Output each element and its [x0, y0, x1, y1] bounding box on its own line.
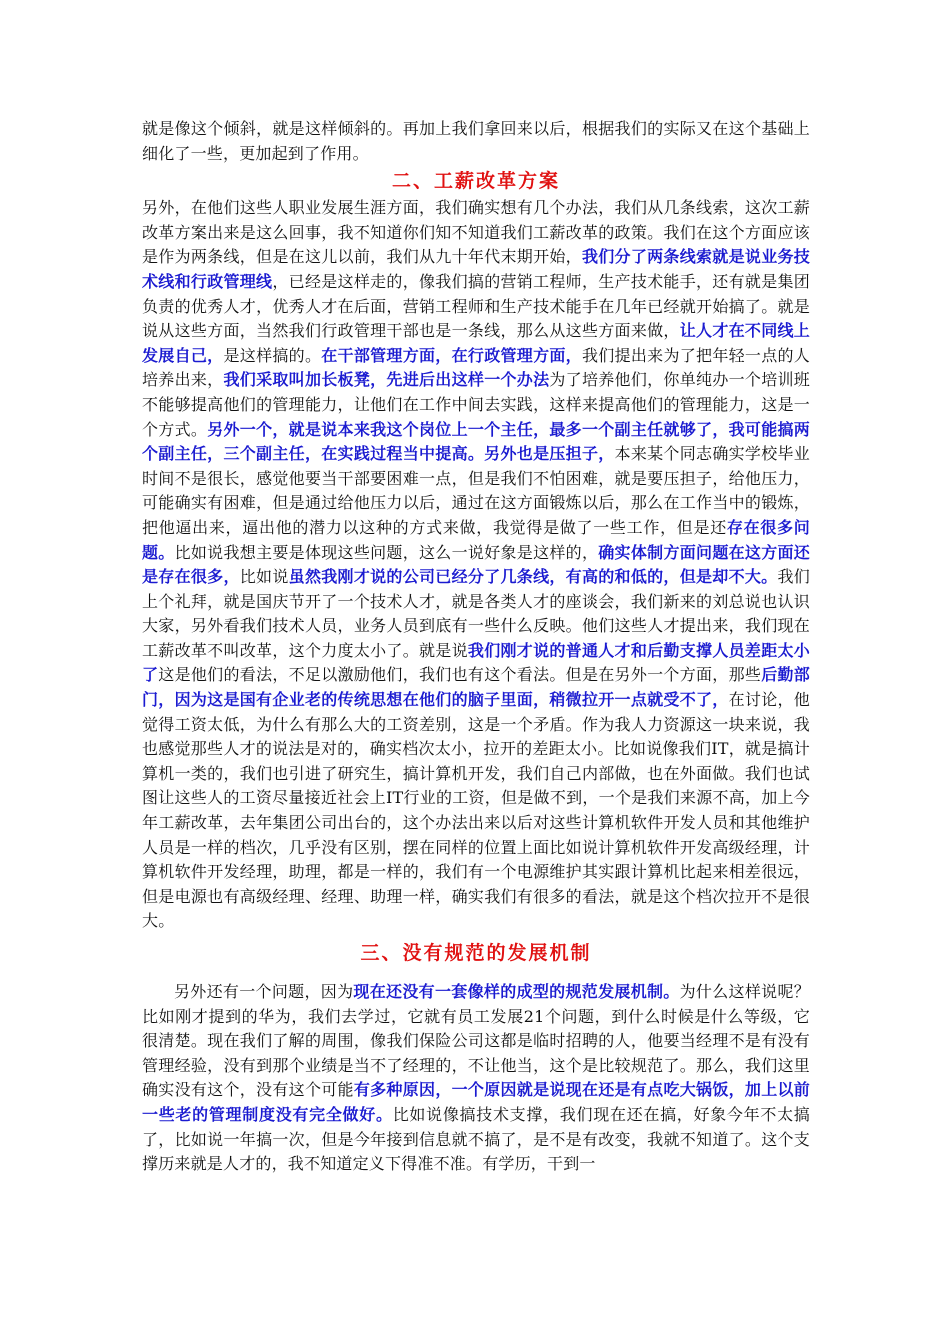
emphasis-segment: 确实体制方面问题在这方面还是存在很多， — [142, 542, 811, 587]
text-segment: 是这样搞的。 — [223, 345, 322, 365]
text-segment: 比如说 — [239, 567, 289, 587]
section-2-heading: 二、工薪改革方案 — [391, 170, 560, 193]
text-segment: 这是他们的看法，不足以激励他们，我们也有这个看法。但是在另外一个方面，那些 — [158, 665, 762, 685]
text-segment: 在讨论，他觉得工资太低，为什么有那么大的工资差别，这是一个矛盾。作为我人力资源这一块来说，我也感觉那些人才的说法是对的，确实档次太小，拉开的差距太小。比如说像我们IT，就是搞计算机一类的，我们也引进了研究生，搞计算机开发，我们自己内部做，也在外面做。我们也试图让这些人的工资尽量接近社会上IT行业的工资，但是做不到，一个是我们来源不高，加上今年工薪改革，去年集团公司出台的，这个办法出来以后对这些计算机软件开发人员和其他维护人员是一样的档次，几乎没有区别，摆在同样的位置上面比如说计算机软件开发高级经理，计算机软件开发经理，助理，都是一样的，我们有一个电源维护其实跟计算机比起来相差很远，但是电源也有高级经理、经理、助理一样，确实我们有很多的看法，就是这个档次拉开不是很大。 — [142, 690, 810, 931]
text-segment: 为什么这样说呢？比如刚才提到的华为，我们去学过，它就有员工发展21个问题，到什么时候是什么等级，它很清楚。现在我们了解的周围，像我们保险公司这都是临时招聘的人，他要当经理不是有没有管理经验，没有到那个业绩是当不了经理的，不让他当，这个是比较规范了。那么，我们这里确实没有这个，没有这个可能 — [142, 982, 810, 1100]
section-3-paragraph — [142, 980, 810, 1177]
emphasis-segment: 后勤部门，因为这是国有企业老的传统思想在他们的脑子里面，稍微拉开一点就受不了， — [142, 665, 810, 710]
text-segment: 比如说我想主要是体现这些问题，这么一说好象是这样的， — [174, 542, 599, 562]
emphasis-segment: 我们分了两条线索就是说业务技术线和行政管理线 — [142, 247, 810, 291]
text-segment: 本来某个同志确实学校毕业时间不是很长，感觉他要当干部要困难一点，但是我们不怕困难，就是要压担子，给他压力，可能确实有困难，但是通过给他压力以后，通过在这方面锻炼以后，那么在工作当中的锻炼，把他逼出来，逼出他的潜力以这种的方式来做，我觉得是做了一些工作，但是还 — [142, 444, 810, 537]
text-segment: 我们上个礼拜，就是国庆节开了一个技术人才，就是各类人才的座谈会，我们新来的刘总说也认识大家，另外看我们技术人员，业务人员到底有一些什么反映。他们这些人才提出来，我们现在工薪改革不叫改革，这个力度太小了。就是说 — [142, 567, 810, 660]
section-2-paragraph — [142, 196, 810, 934]
text-segment: 另外，在他们这些人职业发展生涯方面，我们确实想有几个办法，我们从几条线索，这次工薪改革方案出来是这么回事，我不知道你们知不知道我们工薪改革的政策。我们在这个方面应该是作为两条线，但是在这儿以前，我们从九十年代末期开始， — [142, 198, 810, 267]
emphasis-segment: 存在很多问题。 — [142, 517, 810, 562]
text-segment: 为了培养他们，你单纯办一个培训班不能够提高他们的管理能力，让他们在工作中间去实践，这样来提高他们的管理能力，这是一个方式。 — [142, 370, 810, 439]
emphasis-segment: 我们采取叫加长板凳，先进后出这样一个办法 — [223, 370, 550, 390]
emphasis-segment: 有多种原因，一个原因就是说现在还是有点吃大锅饭，加上以前一些老的管理制度没有完全做好。 — [142, 1080, 810, 1124]
emphasis-segment: 现在还没有一套像样的成型的规范发展机制。 — [353, 982, 680, 1001]
emphasis-segment: 让人才在不同线上发展自己， — [142, 321, 810, 365]
section-3-heading: 三、没有规范的发展机制 — [360, 942, 592, 964]
emphasis-segment: 虽然我刚才说的公司已经分了几条线，有高的和低的，但是却不大。 — [288, 567, 778, 587]
emphasis-segment: 在干部管理方面，在行政管理方面， — [321, 345, 582, 365]
text-segment: 我们提出来为了把年轻一点的人培养出来， — [142, 345, 810, 390]
text-segment: 另外还有一个问题，因为 — [174, 982, 354, 1001]
text-segment: 比如说像搞技术支撑，我们现在还在搞，好象今年不太搞了，比如说一年搞一次，但是今年接到信息就不搞了，是不是有改变，我就不知道了。这个支撑历来就是人才的，我不知道定义下得准不准。有学历，干到一 — [142, 1104, 810, 1174]
intro-paragraph: 就是像这个倾斜，就是这样倾斜的。再加上我们拿回来以后，根据我们的实际又在这个基础上细化了一些，更加起到了作用。 — [142, 119, 810, 163]
emphasis-segment: 另外一个，就是说本来我这个岗位上一个主任，最多一个副主任就够了，我可能搞两个副主任，三个副主任，在实践过程当中提高。另外也是压担子， — [142, 419, 810, 464]
text-segment: ，已经是这样走的，像我们搞的营销工程师，生产技术能手，还有就是集团负责的优秀人才，优秀人才在后面，营销工程师和生产技术能手在几年已经就开始搞了。就是说从这些方面，当然我们行政管理干部也是一条线，那么从这些方面来做， — [142, 271, 810, 341]
document-page — [142, 117, 810, 1177]
emphasis-segment: 我们刚才说的普通人才和后勤支撑人员差距太小了 — [142, 640, 810, 685]
